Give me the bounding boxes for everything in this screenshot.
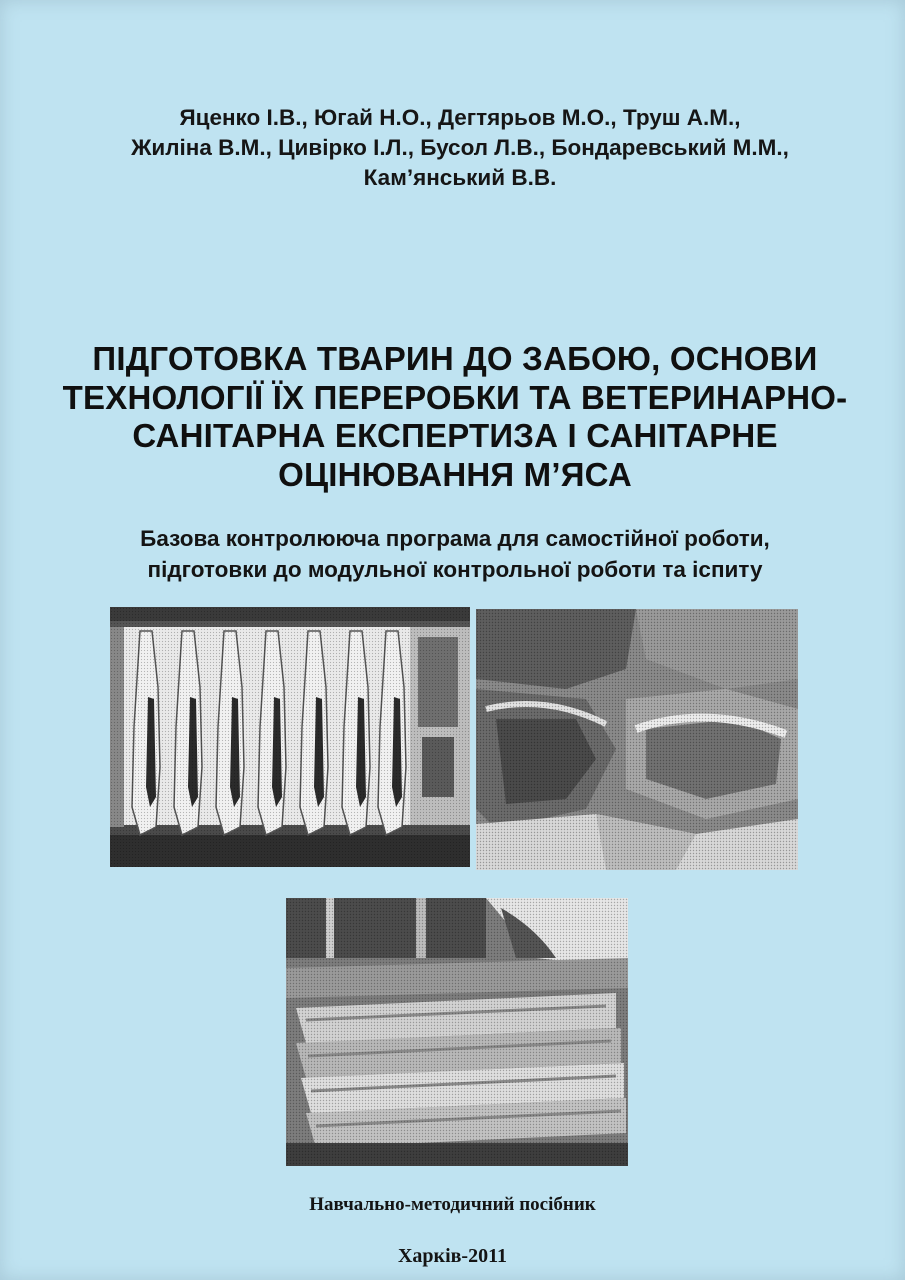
subtitle-line: підготовки до модульної контрольної роботи та іспиту (147, 557, 763, 582)
meat-cuts-photo (476, 609, 798, 870)
authors-line: Яценко І.В., Югай Н.О., Дегтярьов М.О., Труш А.М., (179, 105, 741, 130)
title-line: ПІДГОТОВКА ТВАРИН ДО ЗАБОЮ, ОСНОВИ (92, 340, 818, 377)
authors-line: Жиліна В.М., Цивірко І.Л., Бусол Л.В., Бондаревський М.М., (131, 135, 789, 160)
title-line: САНІТАРНА ЕКСПЕРТИЗА І САНІТАРНЕ (132, 417, 778, 454)
subtitle-line: Базова контролююча програма для самостійної роботи, (140, 526, 770, 551)
title-line: ТЕХНОЛОГІЇ ЇХ ПЕРЕРОБКИ ТА ВЕТЕРИНАРНО- (62, 378, 848, 416)
city-year: Харків-2011 (397, 1245, 507, 1267)
authors-block (40, 103, 880, 193)
title-line: ОЦІНЮВАННЯ М’ЯСА (278, 455, 632, 493)
authors-line: Кам’янський В.В. (363, 165, 557, 190)
book-title (40, 340, 870, 494)
book-subtitle (40, 523, 870, 585)
bacon-photo (286, 898, 628, 1166)
carcasses-photo (110, 607, 470, 867)
publication-type: Навчально-методичний посібник (309, 1194, 596, 1215)
